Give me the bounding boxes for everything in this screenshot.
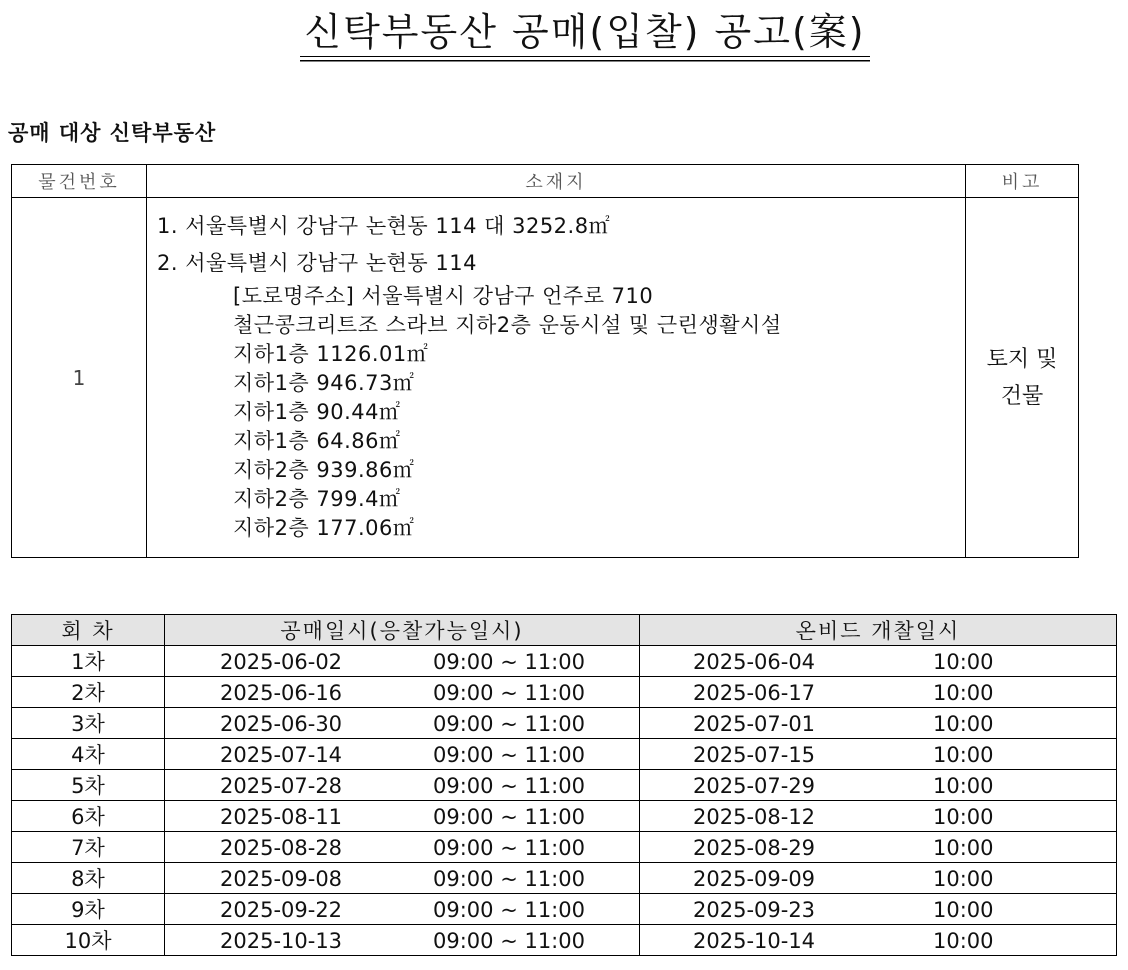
- bid-datetime-cell: [165, 708, 640, 739]
- location-line-1: 1. 서울특별시 강남구 논현동 114 대 3252.8㎡: [157, 214, 611, 238]
- schedule-row: [12, 925, 1117, 956]
- bid-datetime-cell: [165, 863, 640, 894]
- open-date: 2025-09-23: [693, 898, 816, 922]
- open-time: 10:00: [933, 681, 994, 705]
- header-location: 소재지: [147, 165, 966, 198]
- open-time: 10:00: [933, 867, 994, 891]
- bid-datetime-cell: [165, 832, 640, 863]
- open-datetime-cell: [640, 925, 1117, 956]
- note-line-2: 건물: [1000, 383, 1044, 409]
- bid-time: 09:00 ~ 11:00: [433, 712, 585, 736]
- bid-date: 2025-09-22: [220, 898, 343, 922]
- page-title: [0, 8, 1128, 57]
- bid-date: 2025-06-02: [220, 650, 343, 674]
- schedule-table: [11, 614, 1117, 956]
- open-datetime-cell: [640, 739, 1117, 770]
- open-datetime-cell: [640, 863, 1117, 894]
- round-cell: 7차: [12, 832, 165, 863]
- round-cell: 3차: [12, 708, 165, 739]
- schedule-row: [12, 801, 1117, 832]
- bid-datetime-cell: [165, 677, 640, 708]
- bid-time: 09:00 ~ 11:00: [433, 681, 585, 705]
- open-date: 2025-07-15: [693, 743, 816, 767]
- header-number: 물건번호: [12, 165, 147, 198]
- open-time: 10:00: [933, 712, 994, 736]
- bid-date: 2025-09-08: [220, 867, 343, 891]
- bid-time: 09:00 ~ 11:00: [433, 650, 585, 674]
- building-line-floor-area: 지하1층 1126.01㎡: [233, 342, 429, 366]
- schedule-row: [12, 646, 1117, 677]
- page-title-text: 신탁부동산 공매(입찰) 공고(案): [300, 8, 869, 57]
- round-cell: 10차: [12, 925, 165, 956]
- building-line-floor-area: 지하2층 799.4㎡: [233, 487, 401, 511]
- property-row: [12, 198, 1079, 558]
- round-cell: 9차: [12, 894, 165, 925]
- building-line-floor-area: 지하1층 90.44㎡: [233, 400, 401, 424]
- building-line-floor-area: 지하2층 939.86㎡: [233, 458, 415, 482]
- bid-date: 2025-08-11: [220, 805, 343, 829]
- header-bid-datetime: 공매일시(응찰가능일시): [165, 615, 640, 646]
- open-date: 2025-06-17: [693, 681, 816, 705]
- bid-datetime-cell: [165, 801, 640, 832]
- open-time: 10:00: [933, 898, 994, 922]
- open-date: 2025-08-12: [693, 805, 816, 829]
- round-cell: 5차: [12, 770, 165, 801]
- open-time: 10:00: [933, 650, 994, 674]
- bid-datetime-cell: [165, 739, 640, 770]
- section-label: 공매 대상 신탁부동산: [8, 121, 217, 145]
- open-date: 2025-06-04: [693, 650, 816, 674]
- round-cell: 4차: [12, 739, 165, 770]
- bid-time: 09:00 ~ 11:00: [433, 929, 585, 953]
- open-datetime-cell: [640, 832, 1117, 863]
- round-cell: 2차: [12, 677, 165, 708]
- note-line-1: 토지 및: [986, 346, 1058, 372]
- bid-date: 2025-07-28: [220, 774, 343, 798]
- round-cell: 1차: [12, 646, 165, 677]
- property-location: [147, 198, 966, 558]
- open-time: 10:00: [933, 929, 994, 953]
- open-datetime-cell: [640, 894, 1117, 925]
- open-time: 10:00: [933, 774, 994, 798]
- building-line-floor-area: 지하2층 177.06㎡: [233, 516, 415, 540]
- building-line-floor-area: 지하1층 946.73㎡: [233, 371, 415, 395]
- round-cell: 6차: [12, 801, 165, 832]
- location-line-2: 2. 서울특별시 강남구 논현동 114: [157, 251, 477, 275]
- property-note: [966, 198, 1079, 558]
- round-cell: 8차: [12, 863, 165, 894]
- open-time: 10:00: [933, 836, 994, 860]
- bid-date: 2025-06-30: [220, 712, 343, 736]
- bid-time: 09:00 ~ 11:00: [433, 774, 585, 798]
- open-datetime-cell: [640, 708, 1117, 739]
- bid-date: 2025-10-13: [220, 929, 343, 953]
- header-note: 비고: [966, 165, 1079, 198]
- property-table-header: [12, 165, 1079, 198]
- building-line-structure: 철근콩크리트조 스라브 지하2층 운동시설 및 근린생활시설: [233, 313, 782, 337]
- schedule-row: [12, 894, 1117, 925]
- open-datetime-cell: [640, 677, 1117, 708]
- bid-time: 09:00 ~ 11:00: [433, 867, 585, 891]
- property-table: [11, 164, 1079, 558]
- bid-time: 09:00 ~ 11:00: [433, 805, 585, 829]
- bid-datetime-cell: [165, 925, 640, 956]
- schedule-row: [12, 708, 1117, 739]
- schedule-row: [12, 832, 1117, 863]
- open-datetime-cell: [640, 770, 1117, 801]
- open-date: 2025-07-29: [693, 774, 816, 798]
- bid-time: 09:00 ~ 11:00: [433, 836, 585, 860]
- bid-datetime-cell: [165, 770, 640, 801]
- bid-date: 2025-08-28: [220, 836, 343, 860]
- property-number: 1: [12, 198, 147, 558]
- open-time: 10:00: [933, 805, 994, 829]
- bid-datetime-cell: [165, 646, 640, 677]
- schedule-row: [12, 677, 1117, 708]
- building-line-floor-area: 지하1층 64.86㎡: [233, 429, 401, 453]
- header-open-datetime: 온비드 개찰일시: [640, 615, 1117, 646]
- bid-time: 09:00 ~ 11:00: [433, 898, 585, 922]
- building-line-road-address: [도로명주소] 서울특별시 강남구 언주로 710: [233, 284, 654, 308]
- bid-time: 09:00 ~ 11:00: [433, 743, 585, 767]
- schedule-row: [12, 739, 1117, 770]
- open-datetime-cell: [640, 801, 1117, 832]
- open-date: 2025-10-14: [693, 929, 816, 953]
- header-round: 회 차: [12, 615, 165, 646]
- open-datetime-cell: [640, 646, 1117, 677]
- open-date: 2025-08-29: [693, 836, 816, 860]
- open-date: 2025-09-09: [693, 867, 816, 891]
- schedule-table-header: [12, 615, 1117, 646]
- bid-date: 2025-06-16: [220, 681, 343, 705]
- bid-datetime-cell: [165, 894, 640, 925]
- schedule-row: [12, 770, 1117, 801]
- bid-date: 2025-07-14: [220, 743, 343, 767]
- open-date: 2025-07-01: [693, 712, 816, 736]
- schedule-row: [12, 863, 1117, 894]
- open-time: 10:00: [933, 743, 994, 767]
